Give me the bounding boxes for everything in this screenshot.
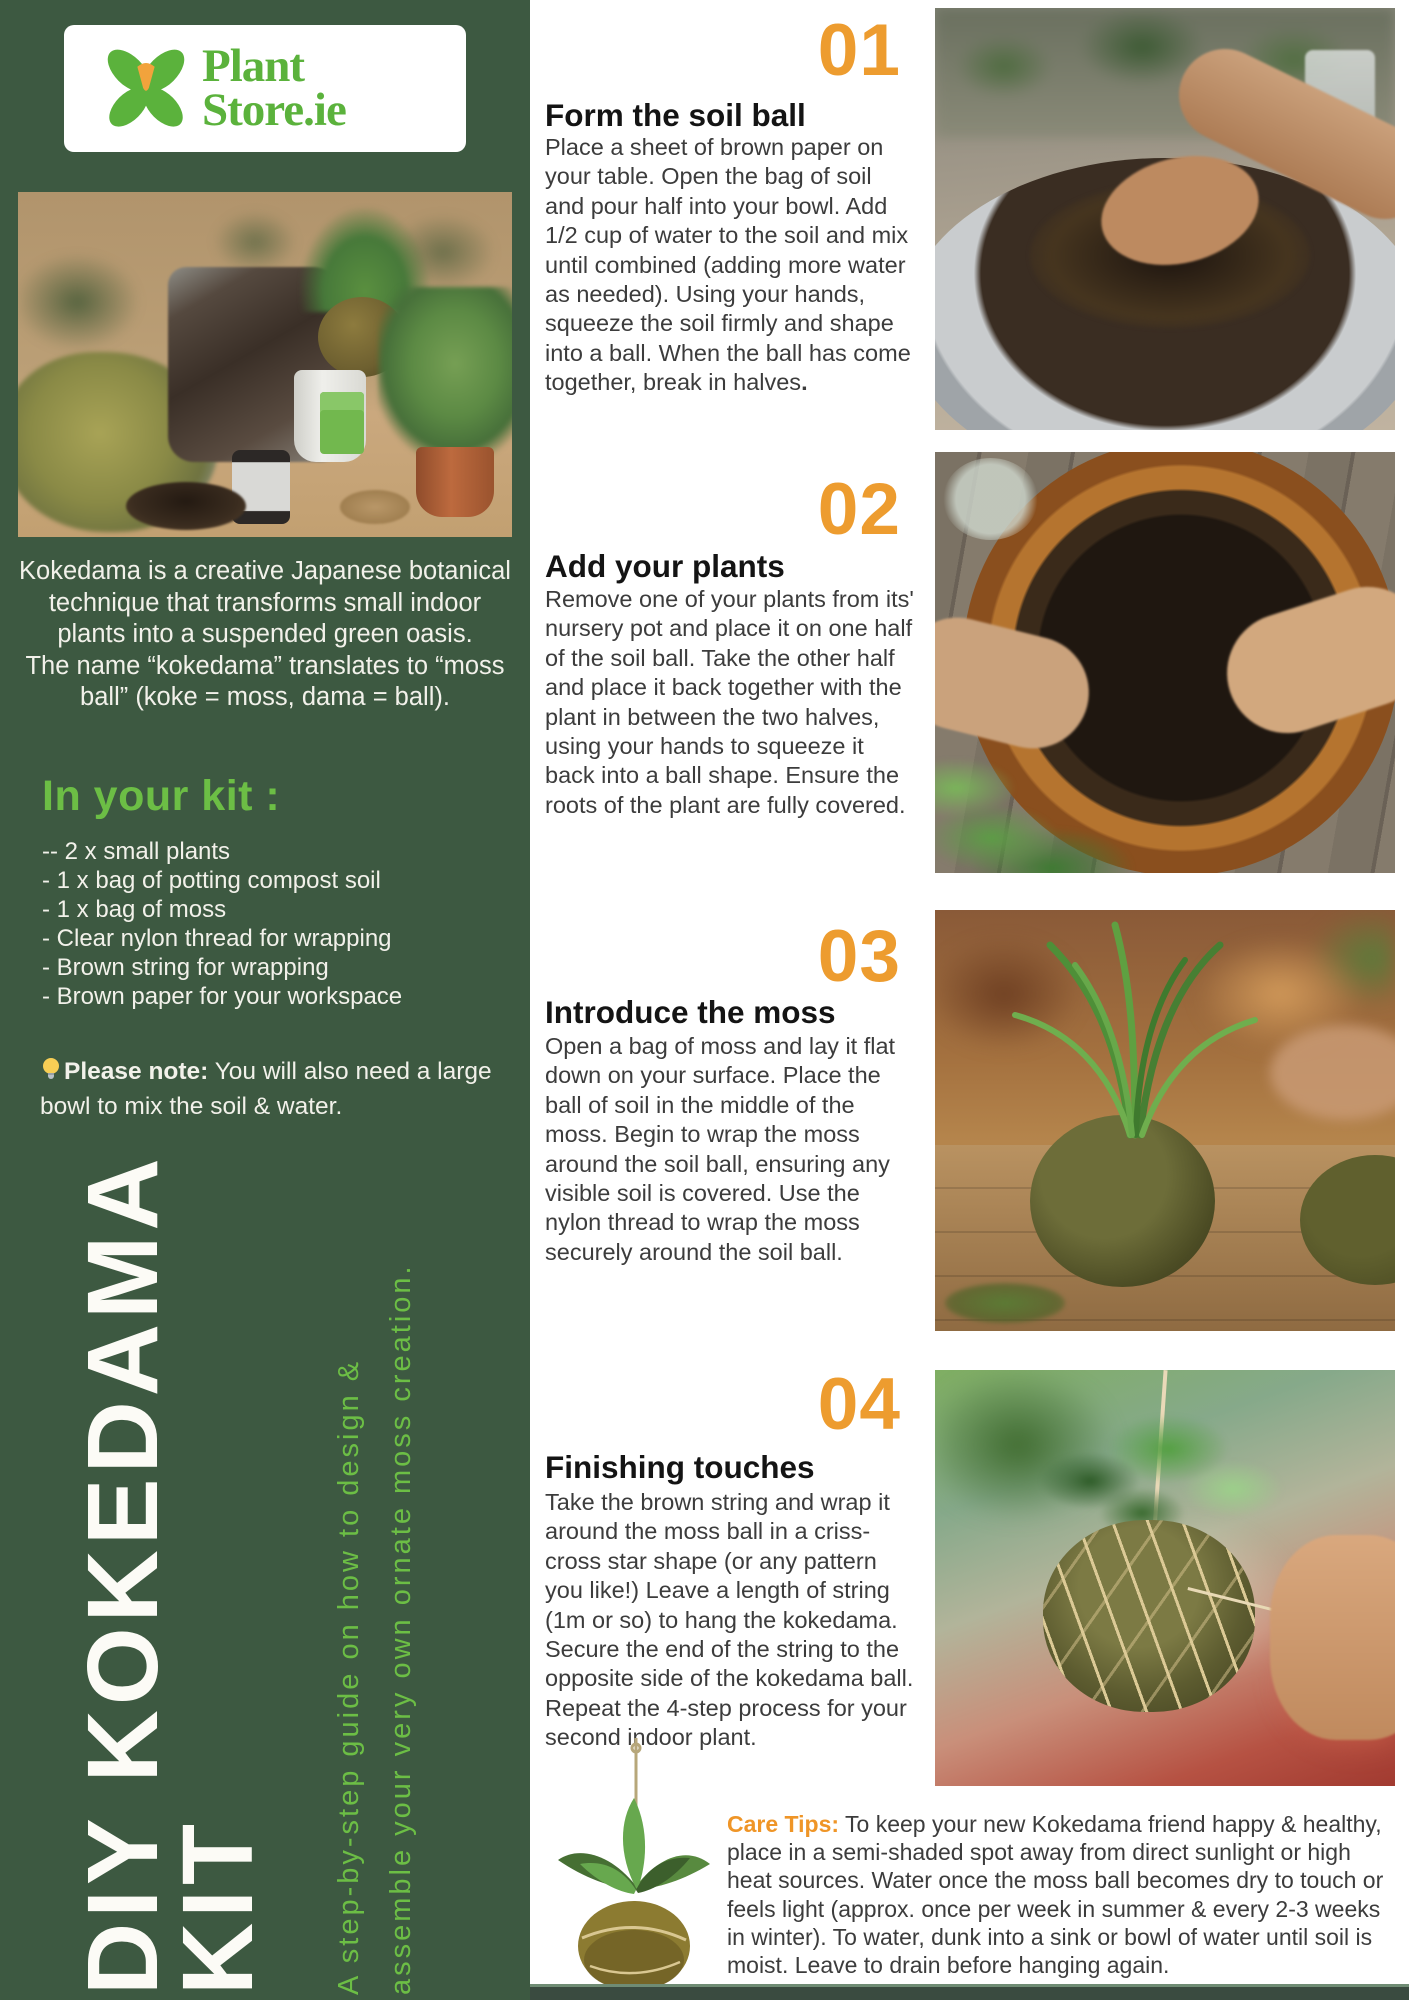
step-3-body-text: Open a bag of moss and lay it flat down on your surface. Place the ball of soil in the middle of the moss. Begin to wrap the moss around the soil ball, ensuring any visible soil is covered. Use the nylon thread to wrap the moss securely around the soil ball. — [545, 1033, 896, 1265]
step-3-photo — [935, 910, 1395, 1331]
step-2-title: Add your plants — [545, 548, 785, 584]
brand-name — [202, 40, 346, 136]
step-3-title: Introduce the moss — [545, 994, 836, 1030]
photo-decoration — [126, 482, 246, 530]
step-4-title: Finishing touches — [545, 1449, 815, 1485]
step-2-number: 02 — [817, 469, 901, 550]
intro-line: plants into a suspended green oasis. — [57, 620, 473, 648]
step-2-photo — [935, 452, 1395, 873]
vertical-subtitle-line1: A step-by-step guide on how to design & — [333, 1358, 365, 1995]
kit-list-item: - 1 x bag of potting compost soil — [42, 866, 381, 894]
care-tips-text: To keep your new Kokedama friend happy & healthy, place in a semi-shaded spot away from direct sunlight or high heat sources. Water once the moss ball becomes dry to touch or feels light (approx. once per week in summer & every 2-3 weeks in winter). To water, dunk into a sink or bowl of water until soil is moist. Leave to drain before hanging again. — [727, 1811, 1384, 1979]
vertical-subtitle — [323, 1160, 429, 1995]
sidebar — [0, 0, 530, 2000]
step-3-number: 03 — [817, 916, 901, 997]
step-4-photo — [935, 1370, 1395, 1786]
intro-line: The name “kokedama” translates to “moss — [25, 651, 505, 680]
footer-bar — [530, 1984, 1409, 2000]
note-label: Please note: — [64, 1058, 209, 1085]
step-2-body-text: Remove one of your plants from its' nursery pot and place it on one half of the soil ball. Take the other half and place it back together with the plant in between the two halves, using your hands to squeeze it back into a ball shape. Ensure the roots of the plant are fully covered. — [545, 586, 914, 818]
kit-list-item: - Brown string for wrapping — [42, 953, 329, 981]
photo-decoration — [1043, 1520, 1255, 1712]
photo-decoration — [945, 1283, 1065, 1323]
photo-decoration — [943, 458, 1038, 540]
note-paragraph — [40, 1056, 506, 1122]
kokedama-illustration — [550, 1738, 715, 1998]
kit-list-item: -- 2 x small plants — [42, 838, 231, 865]
vertical-title-line2: KIT — [162, 1818, 274, 1995]
lightbulb-icon — [40, 1057, 62, 1091]
intro-line: technique that transforms small indoor — [48, 588, 482, 617]
photo-decoration — [320, 392, 364, 454]
step-3-body — [545, 1032, 917, 1267]
photo-decoration — [1030, 1115, 1215, 1287]
intro-paragraph — [9, 556, 521, 714]
brand-name-line1: Plant — [202, 40, 305, 93]
note-text: You will also need a large bowl to mix the soil & water. — [40, 1058, 492, 1120]
step-1-number: 01 — [817, 10, 901, 91]
photo-decoration — [1270, 1535, 1395, 1740]
photo-decoration — [378, 287, 512, 457]
kit-list-item: - 1 x bag of moss — [42, 895, 227, 923]
photo-decoration — [340, 490, 410, 524]
care-tips-label: Care Tips: — [727, 1811, 840, 1837]
kit-heading: In your kit : — [42, 772, 281, 820]
intro-line: Kokedama is a creative Japanese botanical — [19, 557, 511, 585]
care-tips — [727, 1810, 1399, 1979]
vertical-title-line1: DIY KOKEDAMA — [67, 1153, 179, 1995]
step-1-body-text: Place a sheet of brown paper on your table. Open the bag of soil and pour half into your bowl. Add 1/2 cup of water to the soil and mix until combined (adding more water as needed). Using your hands, squeeze the soil firmly and shape into a ball. When the ball has come together, break in halves — [545, 134, 911, 396]
vertical-subtitle-line2: assemble your very own ornate moss creation. — [385, 1263, 418, 1995]
flower-icon — [98, 38, 194, 139]
kit-contents-photo — [18, 192, 512, 537]
brand-logo — [64, 25, 466, 152]
step-4-body — [545, 1488, 917, 1753]
brand-name-line2: Store.ie — [202, 83, 346, 136]
step-1-title: Form the soil ball — [545, 97, 806, 133]
kit-list-item: - Clear nylon thread for wrapping — [42, 924, 392, 952]
photo-decoration — [935, 698, 1160, 873]
step-4-body-text: Take the brown string and wrap it around the moss ball in a criss-cross star shape (or any pattern you like!) Leave a length of string (1m or so) to hang the kokedama. Secure the end of the string to the opposite side of the kokedama ball. Repeat the 4-step process for your second indoor plant. — [545, 1489, 914, 1751]
kit-list-item: - Brown paper for your workspace — [42, 982, 403, 1010]
step-1-body-bold-tail: . — [801, 369, 808, 396]
step-4-number: 04 — [817, 1364, 901, 1445]
photo-decoration — [416, 447, 494, 517]
kit-list — [42, 838, 520, 1011]
step-1-body — [545, 133, 917, 398]
vertical-title — [67, 1140, 274, 1995]
intro-line: ball” (koke = moss, dama = ball). — [80, 683, 450, 711]
step-2-body — [545, 585, 917, 820]
step-1-photo — [935, 8, 1395, 430]
